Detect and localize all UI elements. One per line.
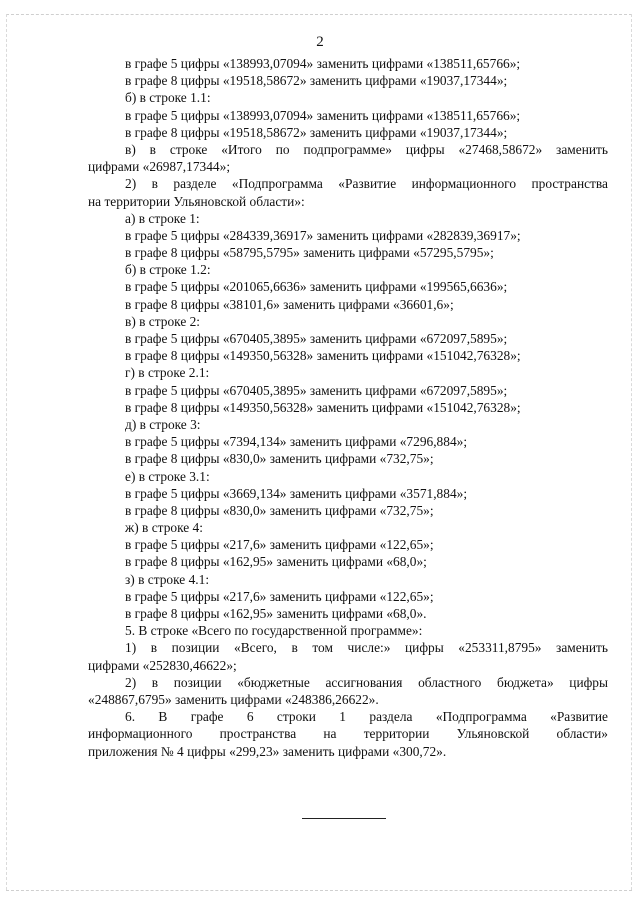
text-line: информационного пространства на территории Ульяновской области»	[88, 726, 608, 742]
text-line: в графе 8 цифры «830,0» заменить цифрами «732,75»;	[125, 502, 434, 518]
text-line: в графе 5 цифры «3669,134» заменить цифрами «3571,884»;	[125, 485, 468, 501]
closing-rule	[302, 818, 386, 819]
text-line: в графе 8 цифры «162,95» заменить цифрами «68,0».	[125, 606, 427, 621]
text-line: в графе 8 цифры «162,95» заменить цифрами «68,0»;	[125, 554, 427, 570]
text-line: 2) в позиции «бюджетные ассигнования областного бюджета» цифры	[125, 674, 608, 690]
text-line: в графе 8 цифры «58795,5795» заменить цифрами «57295,5795»;	[125, 245, 494, 261]
text-line: б) в строке 1.2:	[125, 262, 211, 278]
text-line: в графе 8 цифры «149350,56328» заменить цифрами «151042,76328»;	[125, 348, 521, 364]
text-line: «248867,6795» заменить цифрами «248386,26622».	[88, 691, 379, 707]
text-line: в графе 5 цифры «138993,07094» заменить цифрами «138511,65766»;	[125, 107, 521, 123]
document-body	[88, 55, 608, 760]
text-line: на территории Ульяновской области»:	[88, 193, 305, 209]
text-line: в графе 5 цифры «284339,36917» заменить цифрами «282839,36917»;	[125, 227, 521, 243]
text-line: в графе 5 цифры «670405,3895» заменить цифрами «672097,5895»;	[125, 331, 508, 346]
text-line: в графе 5 цифры «670405,3895» заменить цифрами «672097,5895»;	[125, 382, 508, 398]
text-line: в графе 5 цифры «7394,134» заменить цифрами «7296,884»;	[125, 434, 468, 450]
scan-edge-right	[631, 14, 632, 890]
text-line: а) в строке 1:	[125, 210, 200, 226]
text-line: з) в строке 4.1:	[125, 571, 210, 587]
text-line: ж) в строке 4:	[125, 520, 203, 536]
scan-edge-bottom	[6, 890, 632, 891]
text-line: в графе 8 цифры «19518,58672» заменить цифрами «19037,17344»;	[125, 73, 508, 89]
text-line: 6. В графе 6 строки 1 раздела «Подпрограмма «Развитие	[125, 709, 608, 725]
text-line: д) в строке 3:	[125, 416, 201, 432]
scan-edge-top	[6, 14, 632, 15]
scan-edge-left	[6, 14, 7, 890]
text-line: в графе 8 цифры «149350,56328» заменить цифрами «151042,76328»;	[125, 399, 521, 415]
text-line: в графе 8 цифры «830,0» заменить цифрами «732,75»;	[125, 451, 434, 467]
text-line: приложения № 4 цифры «299,23» заменить цифрами «300,72».	[88, 743, 447, 759]
text-line: в) в строке 2:	[125, 313, 201, 329]
text-line: в графе 5 цифры «138993,07094» заменить цифрами «138511,65766»;	[125, 56, 521, 71]
text-line: цифрами «26987,17344»;	[88, 159, 231, 175]
text-line: в графе 8 цифры «38101,6» заменить цифрами «36601,6»;	[125, 296, 454, 312]
text-line: е) в строке 3.1:	[125, 468, 210, 484]
text-line: в графе 5 цифры «201065,6636» заменить цифрами «199565,6636»;	[125, 279, 508, 295]
text-line: в графе 5 цифры «217,6» заменить цифрами «122,65»;	[125, 588, 434, 604]
text-line: г) в строке 2.1:	[125, 365, 210, 381]
text-line: 1) в позиции «Всего, в том числе:» цифры «253311,8795» заменить	[125, 640, 608, 656]
text-line: б) в строке 1.1:	[125, 90, 211, 106]
page-number: 2	[316, 34, 324, 50]
text-line: в графе 8 цифры «19518,58672» заменить цифрами «19037,17344»;	[125, 124, 508, 140]
text-line: 5. В строке «Всего по государственной программе»:	[125, 623, 423, 639]
text-line: 2) в разделе «Подпрограмма «Развитие информационного пространства	[125, 176, 608, 192]
text-line: в) в строке «Итого по подпрограмме» цифры «27468,58672» заменить	[125, 141, 608, 157]
text-line: цифрами «252830,46622»;	[88, 657, 237, 673]
text-line: в графе 5 цифры «217,6» заменить цифрами «122,65»;	[125, 537, 434, 553]
